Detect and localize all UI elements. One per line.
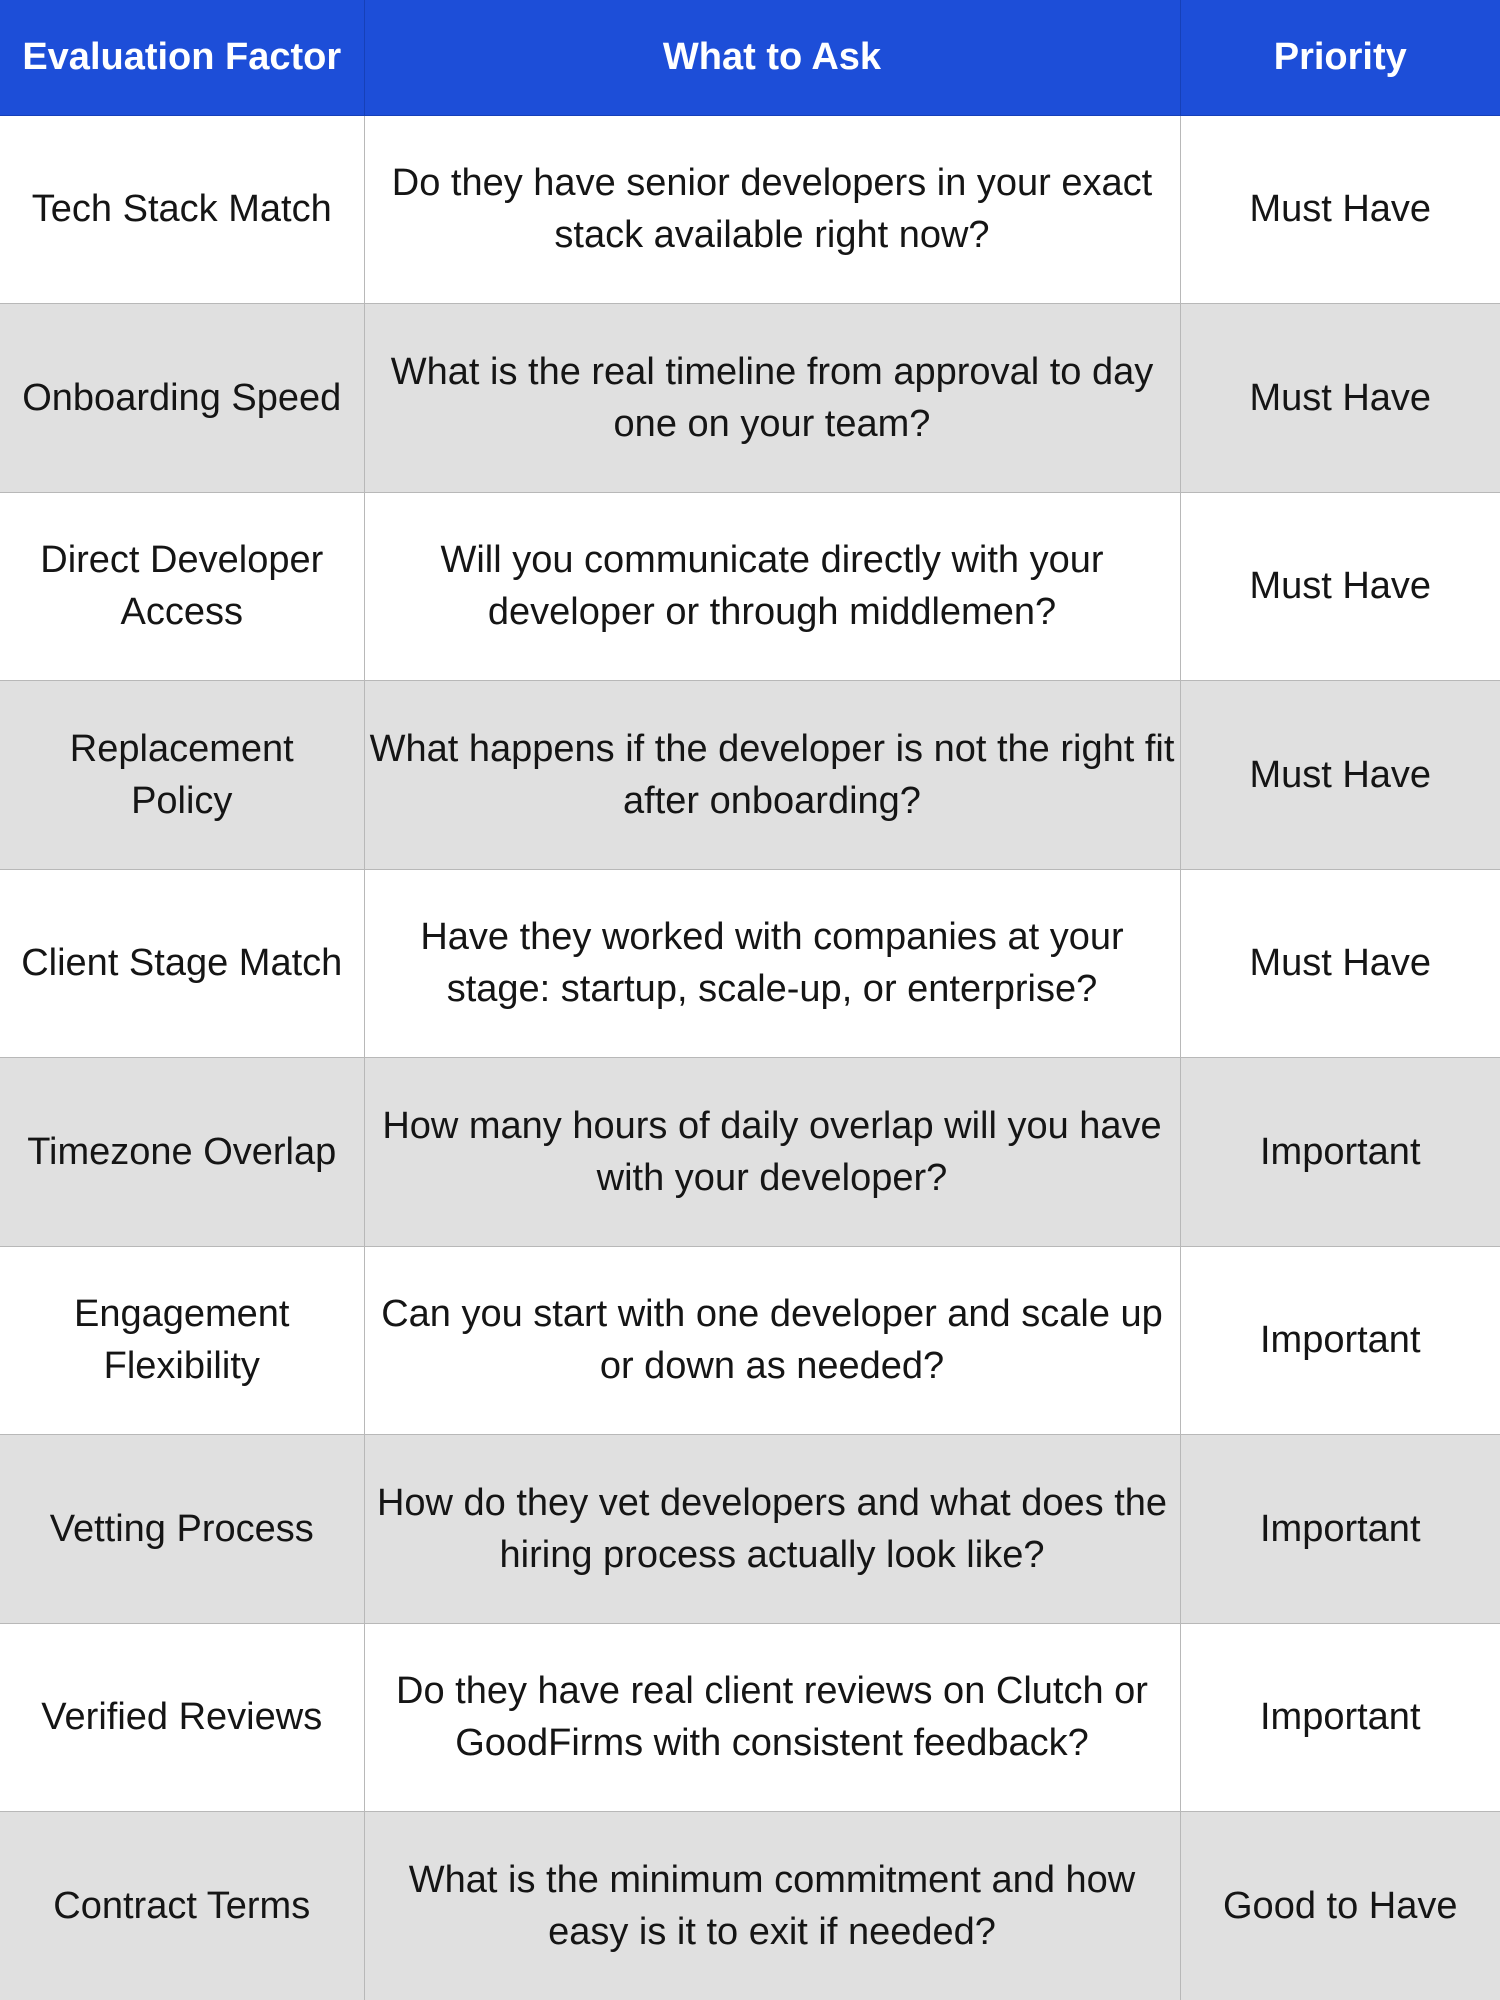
factor-cell: Replacement Policy: [0, 681, 364, 870]
table-row: [0, 1623, 1500, 1812]
priority-cell: Must Have: [1180, 115, 1500, 304]
question-cell: What is the real timeline from approval to day one on your team?: [364, 304, 1180, 493]
factor-cell: Direct Developer Access: [0, 492, 364, 681]
factor-cell: Timezone Overlap: [0, 1058, 364, 1247]
question-cell: Do they have senior developers in your exact stack available right now?: [364, 115, 1180, 304]
factor-cell: Tech Stack Match: [0, 115, 364, 304]
table-body: [0, 115, 1500, 2000]
question-cell: Have they worked with companies at your stage: startup, scale-up, or enterprise?: [364, 869, 1180, 1058]
table-row: [0, 1058, 1500, 1247]
question-cell: How do they vet developers and what does the hiring process actually look like?: [364, 1435, 1180, 1624]
priority-cell: Important: [1180, 1623, 1500, 1812]
factor-cell: Onboarding Speed: [0, 304, 364, 493]
question-cell: Do they have real client reviews on Clutch or GoodFirms with consistent feedback?: [364, 1623, 1180, 1812]
priority-cell: Must Have: [1180, 304, 1500, 493]
header-priority: Priority: [1180, 0, 1500, 115]
priority-cell: Important: [1180, 1246, 1500, 1435]
question-cell: Will you communicate directly with your developer or through middlemen?: [364, 492, 1180, 681]
table-row: [0, 681, 1500, 870]
header-row: [0, 0, 1500, 115]
table-row: [0, 1812, 1500, 2000]
priority-cell: Must Have: [1180, 492, 1500, 681]
factor-cell: Engagement Flexibility: [0, 1246, 364, 1435]
question-cell: Can you start with one developer and scale up or down as needed?: [364, 1246, 1180, 1435]
question-cell: What happens if the developer is not the right fit after onboarding?: [364, 681, 1180, 870]
priority-cell: Must Have: [1180, 681, 1500, 870]
priority-cell: Must Have: [1180, 869, 1500, 1058]
table-row: [0, 492, 1500, 681]
factor-cell: Vetting Process: [0, 1435, 364, 1624]
table-row: [0, 869, 1500, 1058]
factor-cell: Client Stage Match: [0, 869, 364, 1058]
factor-cell: Contract Terms: [0, 1812, 364, 2000]
table-row: [0, 1435, 1500, 1624]
table-row: [0, 304, 1500, 493]
header-what-to-ask: What to Ask: [364, 0, 1180, 115]
table-row: [0, 1246, 1500, 1435]
priority-cell: Good to Have: [1180, 1812, 1500, 2000]
table-row: [0, 115, 1500, 304]
question-cell: What is the minimum commitment and how easy is it to exit if needed?: [364, 1812, 1180, 2000]
priority-cell: Important: [1180, 1435, 1500, 1624]
question-cell: How many hours of daily overlap will you have with your developer?: [364, 1058, 1180, 1247]
factor-cell: Verified Reviews: [0, 1623, 364, 1812]
header-evaluation-factor: Evaluation Factor: [0, 0, 364, 115]
table-header: [0, 0, 1500, 115]
priority-cell: Important: [1180, 1058, 1500, 1247]
